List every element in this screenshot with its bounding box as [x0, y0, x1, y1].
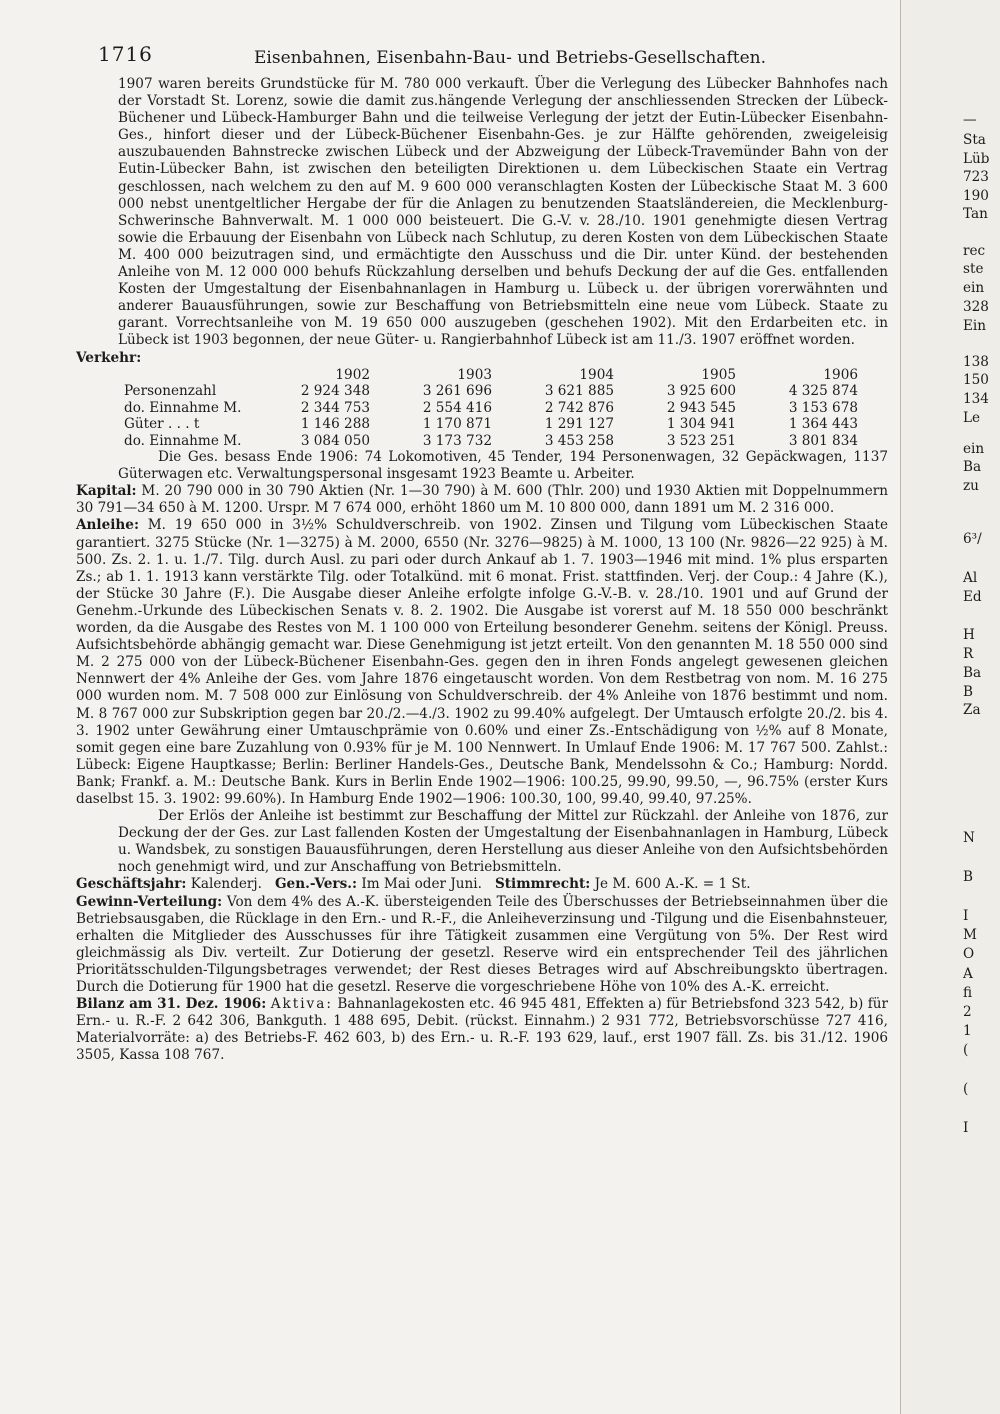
- adjacent-fragment: Al: [963, 570, 978, 586]
- geschaeftsjahr-label: Geschäftsjahr:: [76, 876, 187, 893]
- row-label: Personenzahl: [124, 383, 217, 400]
- gewinn-section: [76, 894, 888, 997]
- adjacent-fragment: 6³/: [963, 531, 982, 547]
- value-cell: 1 291 127: [544, 416, 614, 433]
- adjacent-fragment: Ba: [963, 459, 982, 475]
- stimmrecht-value: Je M. 600 A.-K. = 1 St.: [594, 876, 751, 893]
- value-cell: 2 943 545: [666, 399, 736, 416]
- gv-label: Gen.-Vers.:: [274, 876, 357, 893]
- adjacent-fragment: (: [963, 1042, 969, 1058]
- anleihe-text: M. 19 650 000 in 3½% Schuldverschreib. von 1902. Zinsen und Tilgung vom Lübeckischen Staate garantiert. 3275 Stücke (Nr. 1—3275) à M. 2000, 6550 (Nr. 3276—9825) à M. 1000, 13 100 (Nr. 9826—22 925) à M. 500. Zs. 2. 1. u. 1./7. Tilg. durch Ausl. zu pari oder durch Ankauf ab 1. 7. 1903—1946 mit mind. 1% plus ersparten Zs.; ab 1. 1. 1913 kann verstärkte Tilg. oder Totalkünd. mit 6 monat. Frist. stattfinden. Verj. der Coup.: 4 Jahre (K.), der Stücke 30 Jahre (F.). Die Ausgabe dieser Anleihe erfolgte infolge G.-V.-B. v. 28./10. 1901 und auf Grund der Genehm.-Urkunde des Lübeckischen Senats v. 8. 2. 1902. Die Ausgabe ist vorerst auf M. 18 550 000 beschränkt worden, da die Ausgabe des Restes von M. 1 100 000 von Erteilung besonderer Genehm. seitens der Königl. Preuss. Aufsichtsbehörde abhängig gemacht war. Diese Genehmigung ist jetzt erteilt. Von den genannten M. 18 550 000 sind M. 2 275 000 von der Lübeck-Büchener Eisenbahn-Ges. gegen den in ihren Fonds angelegt gewesenen gleichen Nennwert der 4% Anleihe der Ges. vom Jahre 1876 eingetauscht worden. Von dem Restbetrag von nom. M. 16 275 000 wurden nom. M. 7 508 000 zur Einlösung von Schuldverschreib. der 4% Anleihe von 1876 bestimmt und nom. M. 8 767 000 zur Subskription gegen bar 20./2.—4./3. 1902 zu 99.40% aufgelegt. Der Umtausch erfolgte 20./2. bis 4. 3. 1902 unter Gewährung einer Umtauschprämie von 0.60% und einer Zs.-Entschädigung von ½% auf 8 Monate, somit gegen eine bare Zuzahlung von 0.93% für je M. 100 Nennwert. In Umlauf Ende 1906: M. 17 767 500. Zahlst.: Lübeck: Eigene Hauptkasse; Berlin: Berliner Handels-Ges., Deutsche Bank, Mendelssohn & Co.; Hamburg: Nordd. Bank; Frankf. a. M.: Deutsche Bank. Kurs in Berlin Ende 1902—1906: 100.25, 99.90, 99.50, —, 96.75% (erster Kurs daselbst 15. 3. 1902: 99.60%). In Hamburg Ende 1902—1906: 100.30, 100, 99.40, 99.40, 97.25%.: [76, 517, 888, 807]
- value-cell: 3 084 050: [300, 432, 370, 449]
- value-cell: 2 554 416: [422, 399, 492, 416]
- adjacent-fragment: H: [963, 627, 975, 643]
- value-cell: 3 153 678: [788, 399, 858, 416]
- value-cell: 3 925 600: [666, 383, 736, 400]
- adjacent-fragment: 134: [963, 391, 989, 407]
- adjacent-fragment: (: [963, 1081, 969, 1097]
- adjacent-fragment: ein: [963, 441, 985, 457]
- adjacent-page-edge: [900, 0, 1000, 1414]
- adjacent-fragment: Lüb: [963, 151, 990, 167]
- adjacent-fragment: 723: [963, 169, 989, 185]
- adjacent-fragment: B: [963, 684, 973, 700]
- geschaeftsjahr-value: Kalenderj.: [190, 876, 262, 893]
- kapital-text: M. 20 790 000 in 30 790 Aktien (Nr. 1—30 790) à M. 600 (Thlr. 200) und 1930 Aktien mit Doppelnummern 30 791—34 650 à M. 1200. Urspr. M 7 674 000, erhöht 1860 um M. 10 800 000, dann 1891 um M. 2 316 000.: [76, 483, 888, 517]
- adjacent-fragment: fi: [963, 985, 973, 1001]
- page-number: 1716: [98, 42, 153, 66]
- adjacent-fragment: Ed: [963, 589, 982, 605]
- bilanz-text: Bahnanlagekosten etc. 46 945 481, Effekten a) für Betriebsfond 323 542, b) für Ern.- u. R.-F. 2 642 306, Bankguth. 1 488 695, Debit. (rückst. Einnahm.) 2 931 772, Betriebsvorschüsse 727 416, Materialvorräte: a) des Betriebs-F. 462 603, b) des Ern.- u. R.-F. 193 629, lauf., erst 1907 fäll. Zs. bis 31./12. 1906 3505, Kassa 108 767.: [76, 996, 889, 1064]
- verkehr-row-personenzahl: [124, 383, 858, 400]
- adjacent-fragment: Le: [963, 410, 981, 426]
- value-cell: 2 742 876: [544, 399, 614, 416]
- value-cell: 1 146 288: [300, 416, 370, 433]
- year-cell: 1904: [579, 366, 614, 383]
- adjacent-fragment: B: [963, 869, 973, 885]
- adjacent-fragment: O: [963, 946, 975, 962]
- anleihe-section: [76, 517, 888, 808]
- adjacent-fragment: I: [963, 1120, 969, 1136]
- verkehr-note: Die Ges. besass Ende 1906: 74 Lokomotiven, 45 Tender, 194 Personenwagen, 32 Gepäckwagen, 1137 Güterwagen etc. Verwaltungspersonal insgesamt 1923 Beamte u. Arbeiter.: [118, 449, 888, 483]
- adjacent-fragment: 190: [963, 188, 989, 204]
- bilanz-label: Bilanz am 31. Dez. 1906:: [76, 996, 267, 1013]
- gewinn-text: Von dem 4% des A.-K. übersteigenden Teile des Überschusses der Betriebseinnahmen über die Betriebsausgaben, die Rücklage in den Ern.- und R.-F., die Anleiheverzinsung und -Tilgung und die Eisenbahnsteuer, erhalten die Mitglieder des Ausschusses für ihre Tätigkeit zusammen eine Vergütung von 5%. Der Rest wird gleichmässig als Div. verteilt. Zur Dotierung der gesetzl. Reserve wird ein entsprechender Teil des jährlichen Prioritätsschulden-Tilgungsbetrages verwendet; der Rest dieses Betrages wird auf Abschreibungskto übertragen. Durch die Dotierung für 1900 hat die gesetzl. Reserve die vorgeschriebene Höhe von 10% des A.-K. erreicht.: [76, 893, 888, 995]
- adjacent-fragment: 138: [963, 354, 989, 370]
- value-cell: 3 261 696: [422, 383, 492, 400]
- value-cell: 3 801 834: [788, 432, 858, 449]
- page-header: [76, 40, 888, 76]
- aktiva-label: Aktiva:: [270, 996, 333, 1013]
- adjacent-fragment: zu: [963, 478, 979, 494]
- value-cell: 3 453 258: [544, 432, 614, 449]
- adjacent-fragment: Sta: [963, 132, 986, 148]
- row-unit: M.: [223, 399, 242, 416]
- kapital-label: Kapital:: [76, 483, 137, 500]
- adjacent-fragment: 1: [963, 1023, 972, 1039]
- adjacent-fragment: Za: [963, 702, 981, 718]
- verkehr-heading: Verkehr:: [76, 349, 142, 366]
- main-column: [76, 40, 888, 1064]
- adjacent-fragment: ein: [963, 280, 985, 296]
- value-cell: 1 304 941: [666, 416, 736, 433]
- stimmrecht-label: Stimmrecht:: [494, 876, 591, 893]
- value-cell: 2 924 348: [300, 383, 370, 400]
- adjacent-fragment: Tan: [963, 206, 988, 222]
- adjacent-fragment: N: [963, 830, 975, 846]
- adjacent-fragment: —: [963, 112, 977, 128]
- running-title: Eisenbahnen, Eisenbahn-Bau- und Betriebs-Gesellschaften.: [254, 48, 766, 68]
- geschaeftsjahr-line: [76, 876, 888, 893]
- intro-paragraph: 1907 waren bereits Grundstücke für M. 780 000 verkauft. Über die Verlegung des Lübecker Bahnhofes nach der Vorstadt St. Lorenz, sowie die damit zus.hängende Verlegung der anschliessenden Strecken der Lübeck-Büchener und Lübeck-Hamburger Bahn und die teilweise Verlegung der jetzt der Eutin-Lübecker Eisenbahn-Ges., hinfort dieser und der Lübeck-Büchener Eisenbahn-Ges. je zur Hälfte gehörenden, zweigeleisig auszubauenden Bahnstrecke zwischen Lübeck und der Abzweigung der Lübeck-Travemünder Bahn von der Eutin-Lübecker Bahn, ist zwischen den beteiligten Direktionen u. dem Lübeckischen Staate ein Vertrag geschlossen, nach welchem zu den auf M. 9 600 000 veranschlagten Kosten der Lübeckische Staat M. 3 600 000 nebst unentgeltlicher Hergabe der für die Anlagen zu benutzenden Staatsländereien, die Mecklenburg-Schwerinsche Bahnverwalt. M. 1 000 000 beisteuert. Die G.-V. v. 28./10. 1901 genehmigte diesen Vertrag sowie die Erbauung der Eisenbahn von Lübeck nach Schlutup, zu deren Kosten von dem Lübeckischen Staate M. 400 000 beizutragen sind, und ermächtigte den Ausschuss und die Dir. unter Künd. der bestehenden Anleihe von M. 12 000 000 behufs Rückzahlung derselben und behufs Deckung der auf die Ges. entfallenden Kosten der Umgestaltung der Eisenbahnanlagen in Hamburg u. Lübeck u. der übrigen vorerwähnten und anderer Bauausführungen, sowie zur Beschaffung von Betriebsmitteln eine neue vom Lübeck. Staate zu garant. Vorrechtsanleihe von M. 19 650 000 auszugeben (geschehen 1902). Mit den Erdarbeiten etc. in Lübeck ist 1903 begonnen, der neue Güter- u. Rangierbahnhof Lübeck ist am 11./3. 1907 eröffnet worden.: [118, 76, 888, 349]
- value-cell: 3 523 251: [666, 432, 736, 449]
- adjacent-fragment: M: [963, 927, 977, 943]
- adjacent-fragment: 150: [963, 372, 989, 388]
- row-label: Güter . . .: [124, 416, 190, 433]
- gewinn-label: Gewinn-Verteilung:: [76, 893, 223, 910]
- adjacent-fragment: 328: [963, 299, 989, 315]
- value-cell: 2 344 753: [300, 399, 370, 416]
- row-unit: t: [193, 416, 200, 433]
- value-cell: 4 325 874: [788, 383, 858, 400]
- year-cell: 1903: [457, 366, 492, 383]
- value-cell: 3 621 885: [544, 383, 614, 400]
- adjacent-fragment: 2: [963, 1004, 972, 1020]
- year-cell: 1902: [335, 366, 370, 383]
- value-cell: 3 173 732: [422, 432, 492, 449]
- verkehr-table: [124, 367, 858, 450]
- anleihe-followup: Der Erlös der Anleihe ist bestimmt zur Beschaffung der Mittel zur Rückzahl. der Anleihe von 1876, zur Deckung der der Ges. zur Last fallenden Kosten der Umgestaltung der Eisenbahnanlagen in Hamburg, Lübeck u. Wandsbek, zu sonstigen Bauausführungen, deren Herstellung aus dieser Anleihe von den Aufsichtsbehörden noch genehmigt wird, und zur Anschaffung von Betriebsmitteln.: [118, 808, 888, 876]
- verkehr-row-gueter-einnahme: [124, 433, 858, 450]
- kapital-section: [76, 483, 888, 517]
- value-cell: 1 170 871: [422, 416, 492, 433]
- verkehr-row-personen-einnahme: [124, 400, 858, 417]
- adjacent-fragment: A: [963, 966, 973, 982]
- row-label: do. Einnahme: [124, 432, 219, 449]
- anleihe-label: Anleihe:: [76, 517, 139, 534]
- adjacent-fragment: Ba: [963, 665, 982, 681]
- row-label: do. Einnahme: [124, 399, 219, 416]
- adjacent-fragment: rec: [963, 243, 986, 259]
- value-cell: 1 364 443: [788, 416, 858, 433]
- year-cell: 1905: [701, 366, 736, 383]
- gv-value: Im Mai oder Juni.: [361, 876, 482, 893]
- verkehr-year-row: [124, 367, 858, 384]
- row-unit: M.: [223, 432, 242, 449]
- adjacent-fragment: R: [963, 646, 974, 662]
- adjacent-fragment: Ein: [963, 318, 987, 334]
- verkehr-row-gueter: [124, 416, 858, 433]
- bilanz-section: [76, 996, 888, 1064]
- adjacent-fragment: ste: [963, 261, 984, 277]
- adjacent-fragment: I: [963, 908, 969, 924]
- year-cell: 1906: [823, 366, 858, 383]
